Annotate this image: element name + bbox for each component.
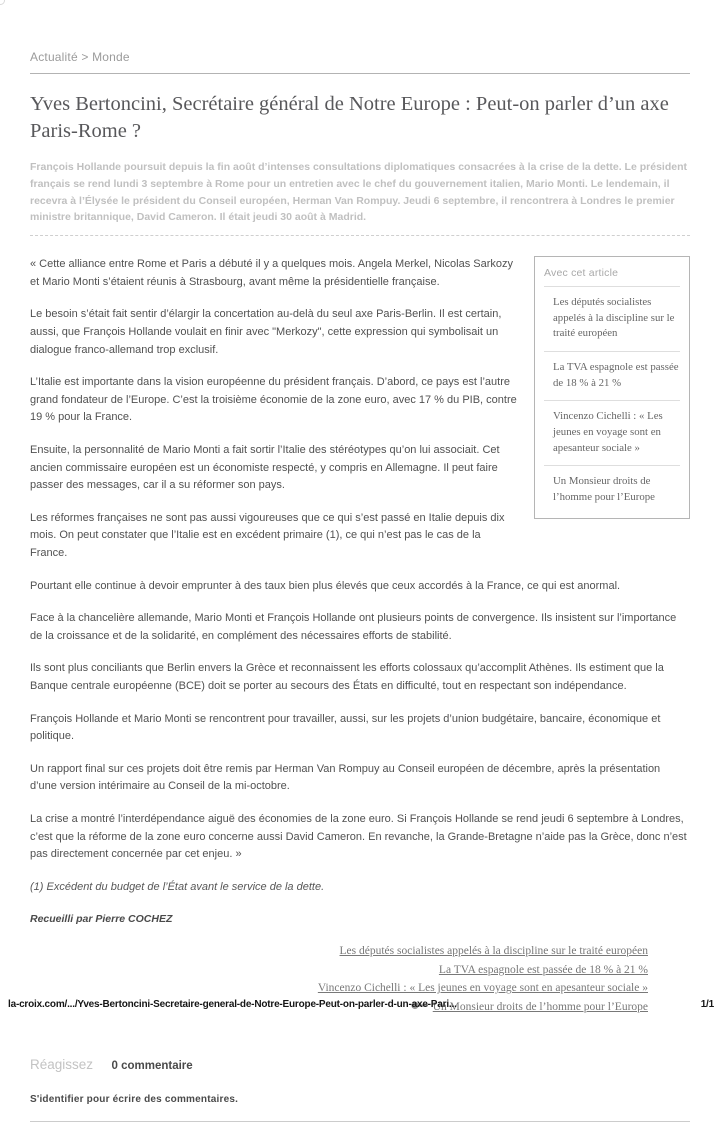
article-paragraph: Pourtant elle continue à devoir emprunter à des taux bien plus élevés que ceux accordés à la France, ce qui est anormal. xyxy=(30,579,621,592)
related-box-link[interactable]: Vincenzo Cichelli : « Les jeunes en voyage sont en apesanteur sociale » xyxy=(544,400,680,465)
page-number: 1/1 xyxy=(700,999,714,1010)
page-title: Yves Bertoncini, Secrétaire général de Notre Europe : Peut-on parler d’un axe Paris-Rome ? xyxy=(30,93,669,143)
related-box-title: Avec cet article xyxy=(544,267,619,280)
breadcrumb[interactable]: Actualité > Monde xyxy=(30,50,690,74)
article-footnote: (1) Excédent du budget de l’État avant le service de la dette. xyxy=(30,880,325,893)
related-box-link[interactable]: La TVA espagnole est passée de 18 % à 21 % xyxy=(544,351,680,400)
print-footer xyxy=(0,999,724,1010)
source-url: la-croix.com/.../Yves-Bertoncini-Secretaire-general-de-Notre-Europe-Peut-on-parler-d-un-axe-Pari... xyxy=(8,999,457,1010)
related-link-row xyxy=(30,962,648,979)
article-paragraph: Ensuite, la personnalité de Mario Monti a fait sortir l’Italie des stéréotypes qu’on lui associait. Cet ancien commissaire européen est un économiste respecté, y compris en Allemagne. Il peut faire passer des messages, car il a su réformer son pays. xyxy=(30,444,500,492)
article-paragraph: François Hollande et Mario Monti se rencontrent pour travailler, aussi, sur les projets d’union budgétaire, bancaire, économique et politique. xyxy=(30,712,661,743)
article-paragraph: L’Italie est importante dans la vision européenne du président français. D’abord, ce pays est l’autre grand fondateur de l’Europe. C’est la troisième économie de la zone euro, avec 17 % du PIB, contre 19 % pour la France. xyxy=(30,376,517,424)
related-articles-box xyxy=(534,256,690,519)
related-link-row xyxy=(30,980,648,997)
comments-header xyxy=(30,1056,690,1074)
related-link-row xyxy=(30,943,648,960)
article-paragraph: La crise a montré l’interdépendance aiguë des économies de la zone euro. Si François Hollande se rend jeudi 6 septembre à Londres, c’est que la réforme de la zone euro concerne aussi David Cameron. En revanche, la Grande-Bretagne n’aide pas la Grèce, donc n’est pas directement concernée par cet enjeu. » xyxy=(30,812,687,861)
article-paragraph: Un rapport final sur ces projets doit être remis par Herman Van Rompuy au Conseil européen de décembre, après la présentation d’une version intérimaire au Conseil de la mi-octobre. xyxy=(30,762,661,793)
article-body xyxy=(30,256,690,928)
article-paragraph: Ils sont plus conciliants que Berlin envers la Grèce et reconnaissent les efforts colossaux qu’accomplit Athènes. Ils estiment que la Banque centrale européenne (BCE) doit se porter au secours des États en difficulté, tout en respectant son indépendance. xyxy=(30,662,664,692)
related-box-link[interactable]: Un Monsieur droits de l’homme pour l’Europe xyxy=(544,465,680,514)
comment-count: 0 commentaire xyxy=(111,1059,193,1072)
article-paragraph: « Cette alliance entre Rome et Paris a débuté il y a quelques mois. Angela Merkel, Nicolas Sarkozy et Mario Monti s’étaient réunis à Strasbourg, avant même la présidentielle française. xyxy=(30,258,514,288)
related-link[interactable]: Les députés socialistes appelés à la discipline sur le traité européen xyxy=(339,945,648,958)
related-box-link[interactable]: Les députés socialistes appelés à la discipline sur le traité européen xyxy=(544,286,680,351)
divider-dashed xyxy=(30,235,690,236)
react-button[interactable]: Réagissez xyxy=(30,1056,94,1072)
article-paragraph: Face à la chancelière allemande, Mario Monti et François Hollande ont plusieurs points de convergence. Ils insistent sur l’importance de la croissance et de la solidarité, en complément des nécessaires efforts de stabilité. xyxy=(30,612,677,642)
related-link[interactable]: Vincenzo Cichelli : « Les jeunes en voyage sont en apesanteur sociale » xyxy=(317,982,648,995)
article-byline: Recueilli par Pierre COCHEZ xyxy=(30,913,173,926)
article-paragraph: Les réformes françaises ne sont pas aussi vigoureuses que ce qui s’est passé en Italie depuis dix mois. On peut constater que l’Italie est en excédent primaire (1), ce qui n’est pas le cas de la France. xyxy=(30,511,505,559)
article-paragraph: Le besoin s’était fait sentir d’élargir la concertation au-delà du seul axe Paris-Berlin. Il est certain, aussi, que François Hollande voulait en finir avec "Merkozy", cette expression qui symbolisait un dialogue franco-allemand trop exclusif. xyxy=(30,308,502,356)
related-link[interactable]: La TVA espagnole est passée de 18 % à 21 % xyxy=(438,963,648,976)
related-box-list xyxy=(544,286,680,514)
related-link[interactable]: Un Monsieur droits de l’homme pour l’Europe xyxy=(432,1001,648,1014)
signin-to-comment-link[interactable]: S'identifier pour écrire des commentaires. xyxy=(30,1093,239,1105)
article-lede: François Hollande poursuit depuis la fin août d’intenses consultations diplomatiques consacrées à la crise de la dette. Le président français se rend lundi 3 septembre à Rome pour un entretien avec le chef du gouvernement italien, Mario Monti. Le lendemain, il recevra à l’Élysée le président du Conseil européen, Herman Van Rompuy. Jeudi 6 septembre, il rencontrera à Londres le premier ministre britannique, David Cameron. Il était jeudi 30 août à Madrid. xyxy=(30,161,687,224)
